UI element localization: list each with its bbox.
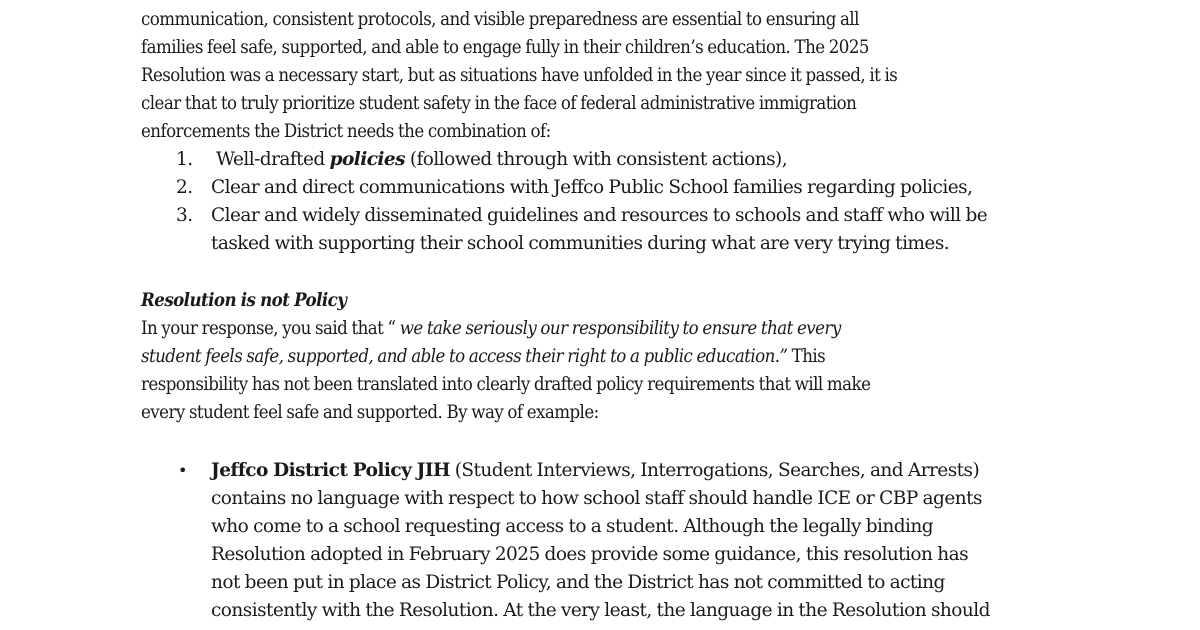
list-item-suffix: (followed through with consistent actions), (404, 149, 788, 170)
paragraph-line: clear that to truly prioritize student safety in the face of federal administrative immigration (141, 93, 857, 114)
intro-paragraph (141, 6, 1081, 146)
quote-lead-in: In your response, you said that “ (141, 318, 400, 339)
paragraph-line: consistently with the Resolution. At the very least, the language in the Resolution should (211, 600, 990, 621)
paragraph-line: responsibility has not been translated into clearly drafted policy requirements that will make (141, 374, 871, 395)
emphasis-policies: policies (329, 149, 405, 170)
paragraph-text: This (787, 346, 826, 367)
list-number: 2. (176, 177, 193, 198)
paragraph-line: every student feel safe and supported. By way of example: (141, 402, 599, 423)
paragraph-line (141, 343, 1081, 371)
quoted-text: we take seriously our responsibility to ensure that every (399, 318, 841, 339)
paragraph-line: Resolution adopted in February 2025 does provide some guidance, this resolution has (211, 544, 969, 565)
paragraph-line (211, 457, 990, 485)
paragraph-line: families feel safe, supported, and able to engage fully in their children’s education. The 2025 (141, 37, 869, 58)
bullet-icon: • (178, 461, 187, 480)
list-item-text: Clear and direct communications with Jeffco Public School families regarding policies, (211, 177, 973, 198)
paragraph-line: who come to a school requesting access to a student. Although the legally binding (211, 516, 934, 537)
list-item-prefix: Well-drafted (216, 149, 330, 170)
paragraph-line: communication, consistent protocols, and visible preparedness are essential to ensuring all (141, 9, 859, 30)
list-item-text (216, 146, 787, 174)
list-item-text: Clear and widely disseminated guidelines and resources to schools and staff who will be (211, 205, 988, 226)
policy-label: Jeffco District Policy JIH (211, 460, 450, 481)
section-heading: Resolution is not Policy (141, 290, 347, 311)
list-item-text: tasked with supporting their school communities during what are very trying times. (211, 233, 950, 254)
bullet-item-body (211, 457, 990, 625)
paragraph-text: (Student Interviews, Interrogations, Searches, and Arrests) (449, 460, 980, 481)
list-number: 3. (176, 205, 193, 226)
list-number: 1. (176, 149, 193, 170)
paragraph-line: enforcements the District needs the combination of: (141, 121, 551, 142)
quoted-text: student feels safe, supported, and able to access their right to a public education.” (141, 346, 788, 367)
section-resolution-not-policy (141, 287, 1081, 427)
paragraph-line: contains no language with respect to how school staff should handle ICE or CBP agents (211, 488, 982, 509)
paragraph-line: Resolution was a necessary start, but as situations have unfolded in the year since it passed, it is (141, 65, 898, 86)
paragraph-line: not been put in place as District Policy, and the District has not committed to acting (211, 572, 945, 593)
paragraph-line (141, 315, 1081, 343)
